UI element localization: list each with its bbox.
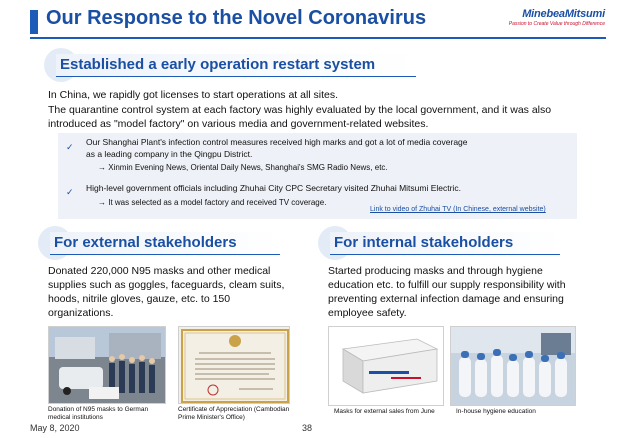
logo-name: MinebeaMitsumi xyxy=(522,8,605,20)
mask-box-caption: Masks for external sales from June xyxy=(334,408,435,415)
hygiene-education-photo xyxy=(450,326,576,406)
section-divider xyxy=(330,254,560,255)
internal-description: Started producing masks and through hygiene education etc. to fulfill our supply responsibility with preventing external infection damage and ensuring employee safety. xyxy=(328,265,566,319)
page-title: Our Response to the Novel Coronavirus xyxy=(46,7,427,29)
highlight-1-line-1: Our Shanghai Plant's infection control measures received high marks and got a lot of media coverage xyxy=(86,137,468,147)
page-number: 38 xyxy=(302,423,313,433)
donation-photo xyxy=(48,326,166,404)
highlight-1-line-2: as a leading company in the Qingpu District. xyxy=(86,149,253,159)
checkmark-icon: ✓ xyxy=(66,187,74,197)
section-title-internal: For internal stakeholders xyxy=(334,234,514,251)
certificate-caption: Certificate of Appreciation (Cambodian Prime Minister's Office) xyxy=(178,406,290,421)
highlight-1-detail: → Xinmin Evening News, Oriental Daily News, Shanghai's SMG Radio News, etc. xyxy=(98,163,388,172)
section-divider xyxy=(50,254,280,255)
logo-tagline: Passion to Create Value through Difference xyxy=(508,21,605,27)
section-title-external: For external stakeholders xyxy=(54,234,237,251)
certificate-photo xyxy=(178,326,290,404)
section-title-restart: Established a early operation restart system xyxy=(60,56,376,73)
external-description: Donated 220,000 N95 masks and other medical supplies such as goggles, faceguards, cleam suits, hoods, nitrile gloves, gauze, etc. to 150 organizations. xyxy=(48,265,285,319)
restart-paragraph-1: In China, we rapidly got licenses to start operations at all sites. xyxy=(48,89,339,101)
title-accent-bar xyxy=(30,10,38,34)
donation-caption: Donation of N95 masks to German medical institutions xyxy=(48,406,149,421)
hygiene-caption: In-house hygiene education xyxy=(456,408,536,415)
title-divider xyxy=(30,37,606,39)
company-logo xyxy=(509,8,605,27)
zhuhai-tv-video-link[interactable]: Link to video of Zhuhai TV (In Chinese, external website) xyxy=(370,206,546,213)
restart-paragraph-2: The quarantine control system at each factory was highly evaluated by the local government, and it was also introduced as "model factory" on various media and government-related websites. xyxy=(48,104,552,130)
checkmark-icon: ✓ xyxy=(66,142,74,152)
section-divider xyxy=(56,76,416,77)
footer-date: May 8, 2020 xyxy=(30,423,80,433)
highlight-2-detail: → It was selected as a model factory and received TV coverage. xyxy=(98,198,327,207)
mask-box-photo xyxy=(328,326,444,406)
highlight-2-line: High-level government officials including Zhuhai City CPC Secretary visited Zhuhai Mitsumi Electric. xyxy=(86,183,461,193)
